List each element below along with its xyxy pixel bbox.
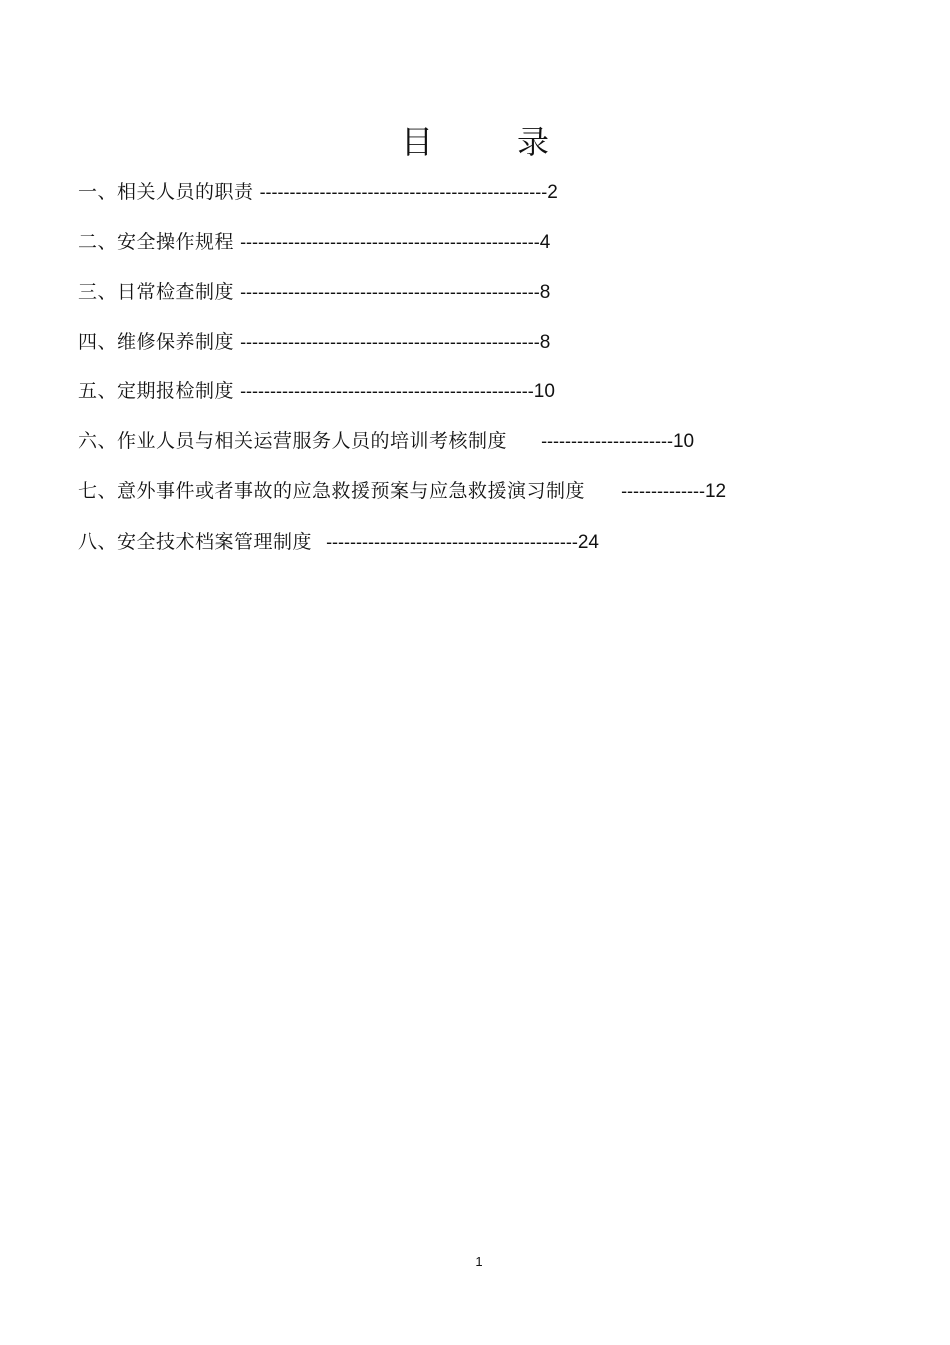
- toc-entry-leader: ------------------------------------------: [326, 532, 578, 552]
- title-char-2: 录: [517, 123, 550, 161]
- toc-entry-label: 二、安全操作规程: [78, 231, 235, 253]
- toc-entry-page: 4: [539, 232, 551, 253]
- toc-entry[interactable]: [78, 428, 694, 454]
- toc-entry-leader: --------------: [621, 481, 705, 501]
- toc-entry-page: 8: [539, 282, 551, 303]
- toc-entry-page: 12: [704, 481, 727, 502]
- toc-entry-label: 一、相关人员的职责: [78, 181, 254, 203]
- toc-entry-label: 三、日常检查制度: [78, 281, 235, 303]
- toc-entry-page: 10: [533, 381, 555, 402]
- toc-entry[interactable]: [78, 229, 550, 255]
- toc-entry-leader: --------------------------------------------------: [240, 332, 540, 352]
- page-number: 1: [475, 1254, 483, 1269]
- toc-entry-leader: --------------------------------------------------: [240, 282, 540, 302]
- toc-entry[interactable]: [78, 329, 550, 355]
- toc-entry[interactable]: [78, 529, 599, 555]
- toc-entry-label: 六、作业人员与相关运营服务人员的培训考核制度: [78, 430, 508, 452]
- toc-entry-page: 10: [672, 431, 695, 452]
- toc-entry-page: 8: [539, 332, 551, 353]
- toc-entry[interactable]: [78, 279, 550, 305]
- toc-entry[interactable]: [78, 478, 726, 504]
- title-char-1: 目: [400, 123, 433, 161]
- toc-entry-label: 七、意外事件或者事故的应急救援预案与应急救援演习制度: [78, 480, 586, 502]
- toc-entry-label: 五、定期报检制度: [78, 380, 235, 402]
- toc-entry-leader: ----------------------: [541, 431, 673, 451]
- toc-entry-leader: -------------------------------------------------: [240, 381, 534, 401]
- toc-entry-leader: --------------------------------------------------: [240, 232, 540, 252]
- toc-entry[interactable]: [78, 378, 555, 404]
- toc-entry-page: 24: [577, 532, 599, 553]
- toc-entry-leader: ------------------------------------------------: [259, 182, 548, 202]
- toc-entry-page: 2: [547, 182, 558, 203]
- toc-entry-label: 八、安全技术档案管理制度: [78, 531, 313, 553]
- toc-entry-label: 四、维修保养制度: [78, 331, 235, 353]
- toc-entry[interactable]: [78, 179, 558, 205]
- page-title: [0, 122, 950, 162]
